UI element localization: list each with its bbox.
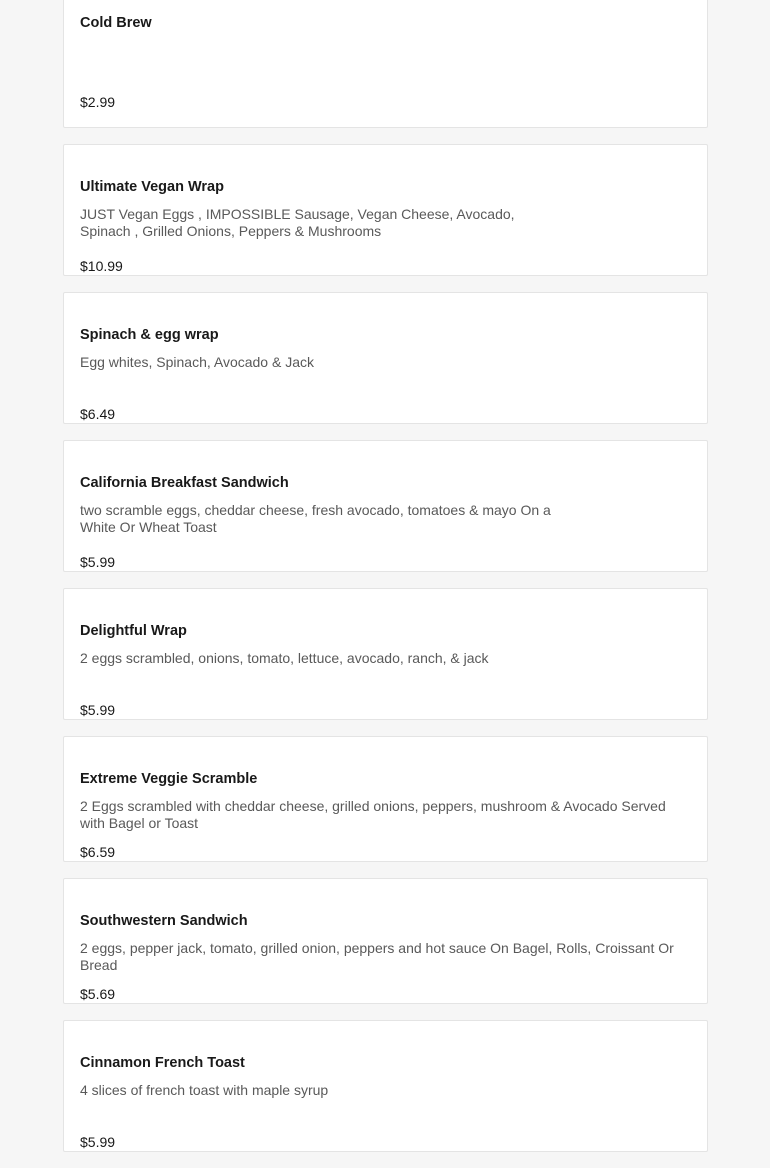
item-name: Southwestern Sandwich — [80, 913, 248, 929]
item-name: Delightful Wrap — [80, 623, 187, 639]
item-price: $5.99 — [80, 1134, 116, 1150]
menu-item-cinnamon-french-toast[interactable] — [63, 1020, 708, 1152]
item-description: 2 Eggs scrambled with cheddar cheese, grilled onions, peppers, mushroom & Avocado Served with Bagel or Toast — [80, 798, 666, 831]
item-name: Ultimate Vegan Wrap — [80, 179, 224, 195]
item-price: $10.99 — [80, 258, 123, 274]
item-price: $5.69 — [80, 986, 116, 1002]
item-price: $2.99 — [80, 94, 116, 110]
item-name: Extreme Veggie Scramble — [80, 771, 258, 787]
item-description: JUST Vegan Eggs , IMPOSSIBLE Sausage, Vegan Cheese, Avocado, Spinach , Grilled Onions, Peppers & Mushrooms — [80, 206, 515, 239]
item-description: 4 slices of french toast with maple syrup — [80, 1082, 329, 1098]
menu-item-spinach-egg-wrap[interactable] — [63, 292, 708, 424]
item-price: $5.99 — [80, 554, 116, 570]
item-description: 2 eggs scrambled, onions, tomato, lettuce, avocado, ranch, & jack — [80, 650, 489, 666]
menu-item-southwestern-sandwich[interactable] — [63, 878, 708, 1004]
item-description: two scramble eggs, cheddar cheese, fresh avocado, tomatoes & mayo On a White Or Wheat Toast — [80, 502, 551, 535]
menu-item-california-breakfast-sandwich[interactable] — [63, 440, 708, 572]
item-price: $5.99 — [80, 702, 116, 718]
menu-item-list — [63, 0, 708, 1168]
item-name: Spinach & egg wrap — [80, 327, 219, 343]
menu-item-delightful-wrap[interactable] — [63, 588, 708, 720]
item-description: Egg whites, Spinach, Avocado & Jack — [80, 354, 314, 370]
menu-item-cold-brew[interactable] — [63, 0, 708, 128]
item-price: $6.49 — [80, 406, 116, 422]
item-price: $6.59 — [80, 844, 116, 860]
item-name: Cinnamon French Toast — [80, 1055, 245, 1071]
item-description: 2 eggs, pepper jack, tomato, grilled onion, peppers and hot sauce On Bagel, Rolls, Croissant Or Bread — [80, 940, 674, 973]
menu-item-extreme-veggie-scramble[interactable] — [63, 736, 708, 862]
menu-item-ultimate-vegan-wrap[interactable] — [63, 144, 708, 276]
item-name: California Breakfast Sandwich — [80, 475, 289, 491]
item-name: Cold Brew — [80, 15, 152, 31]
